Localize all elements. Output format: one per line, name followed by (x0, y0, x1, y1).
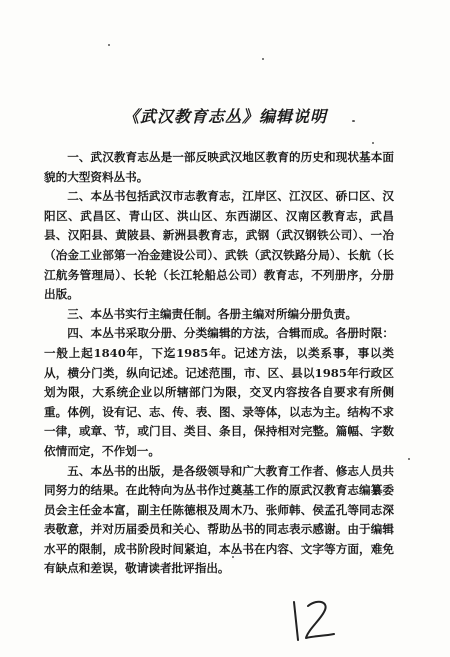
document-body (44, 148, 394, 579)
page-title: 《武汉教育志丛》编辑说明 (122, 107, 327, 126)
scan-speck (352, 120, 355, 122)
scan-speck (372, 142, 374, 144)
paragraph-3: 三、本丛书实行主编责任制。各册主编对所编分册负责。 (67, 306, 358, 321)
scan-speck (232, 556, 234, 558)
paragraph-5: 五、本丛书的出版，是各级领导和广大教育工作者、修志人员共同努力的结果。在此特向为丛书作过奠基工作的原武汉教育志编纂委员会主任金本富，副主任陈德根及周木乃、张师韩、侯孟孔等同志深表敬意，并对历届委员和关心、帮助丛书的同志表示感谢。由于编辑水平的限制，成书阶段时间紧迫，本丛书在内容、文字等方面，难免有缺点和差误，敬请读者批评指出。 (44, 463, 394, 576)
paragraph-2: 二、本丛书包括武汉市志教育志，江岸区、江汉区、硚口区、汉阳区、武昌区、青山区、洪山区、东西湖区、汉南区教育志，武昌县、汉阳县、黄陂县、新洲县教育志，武钢（武汉钢铁公司）、一冶（冶金工业部第一冶金建设公司）、武铁（武汉铁路分局）、长航（长江航务管理局）、长轮（长江轮船总公司）教育志，不列册序，分册出版。 (44, 189, 394, 302)
scan-speck (108, 44, 110, 46)
handwritten-page-number (288, 596, 338, 644)
scan-speck (262, 58, 264, 60)
scan-speck (408, 458, 410, 460)
paragraph-1: 一、武汉教育志丛是一部反映武汉地区教育的历史和现状基本面貌的大型资料丛书。 (44, 150, 394, 184)
paragraph-4: 四、本丛书采取分册、分类编辑的方法，合辑而成。各册时限：一般上起1840年，下迄1985年。记述方法，以类系事，事以类从，横分门类，纵向记述。记述范围，市、区、县以1985年行政区划为限，大系统企业以所辖部门为限，交叉内容按各自要求有所侧重。体例，设有记、志、传、表、图、录等体，以志为主。结构不求一律，或章、节，或门目、类目、条目，保持相对完整。篇幅、字数依情而定，不作划一。 (44, 326, 394, 458)
